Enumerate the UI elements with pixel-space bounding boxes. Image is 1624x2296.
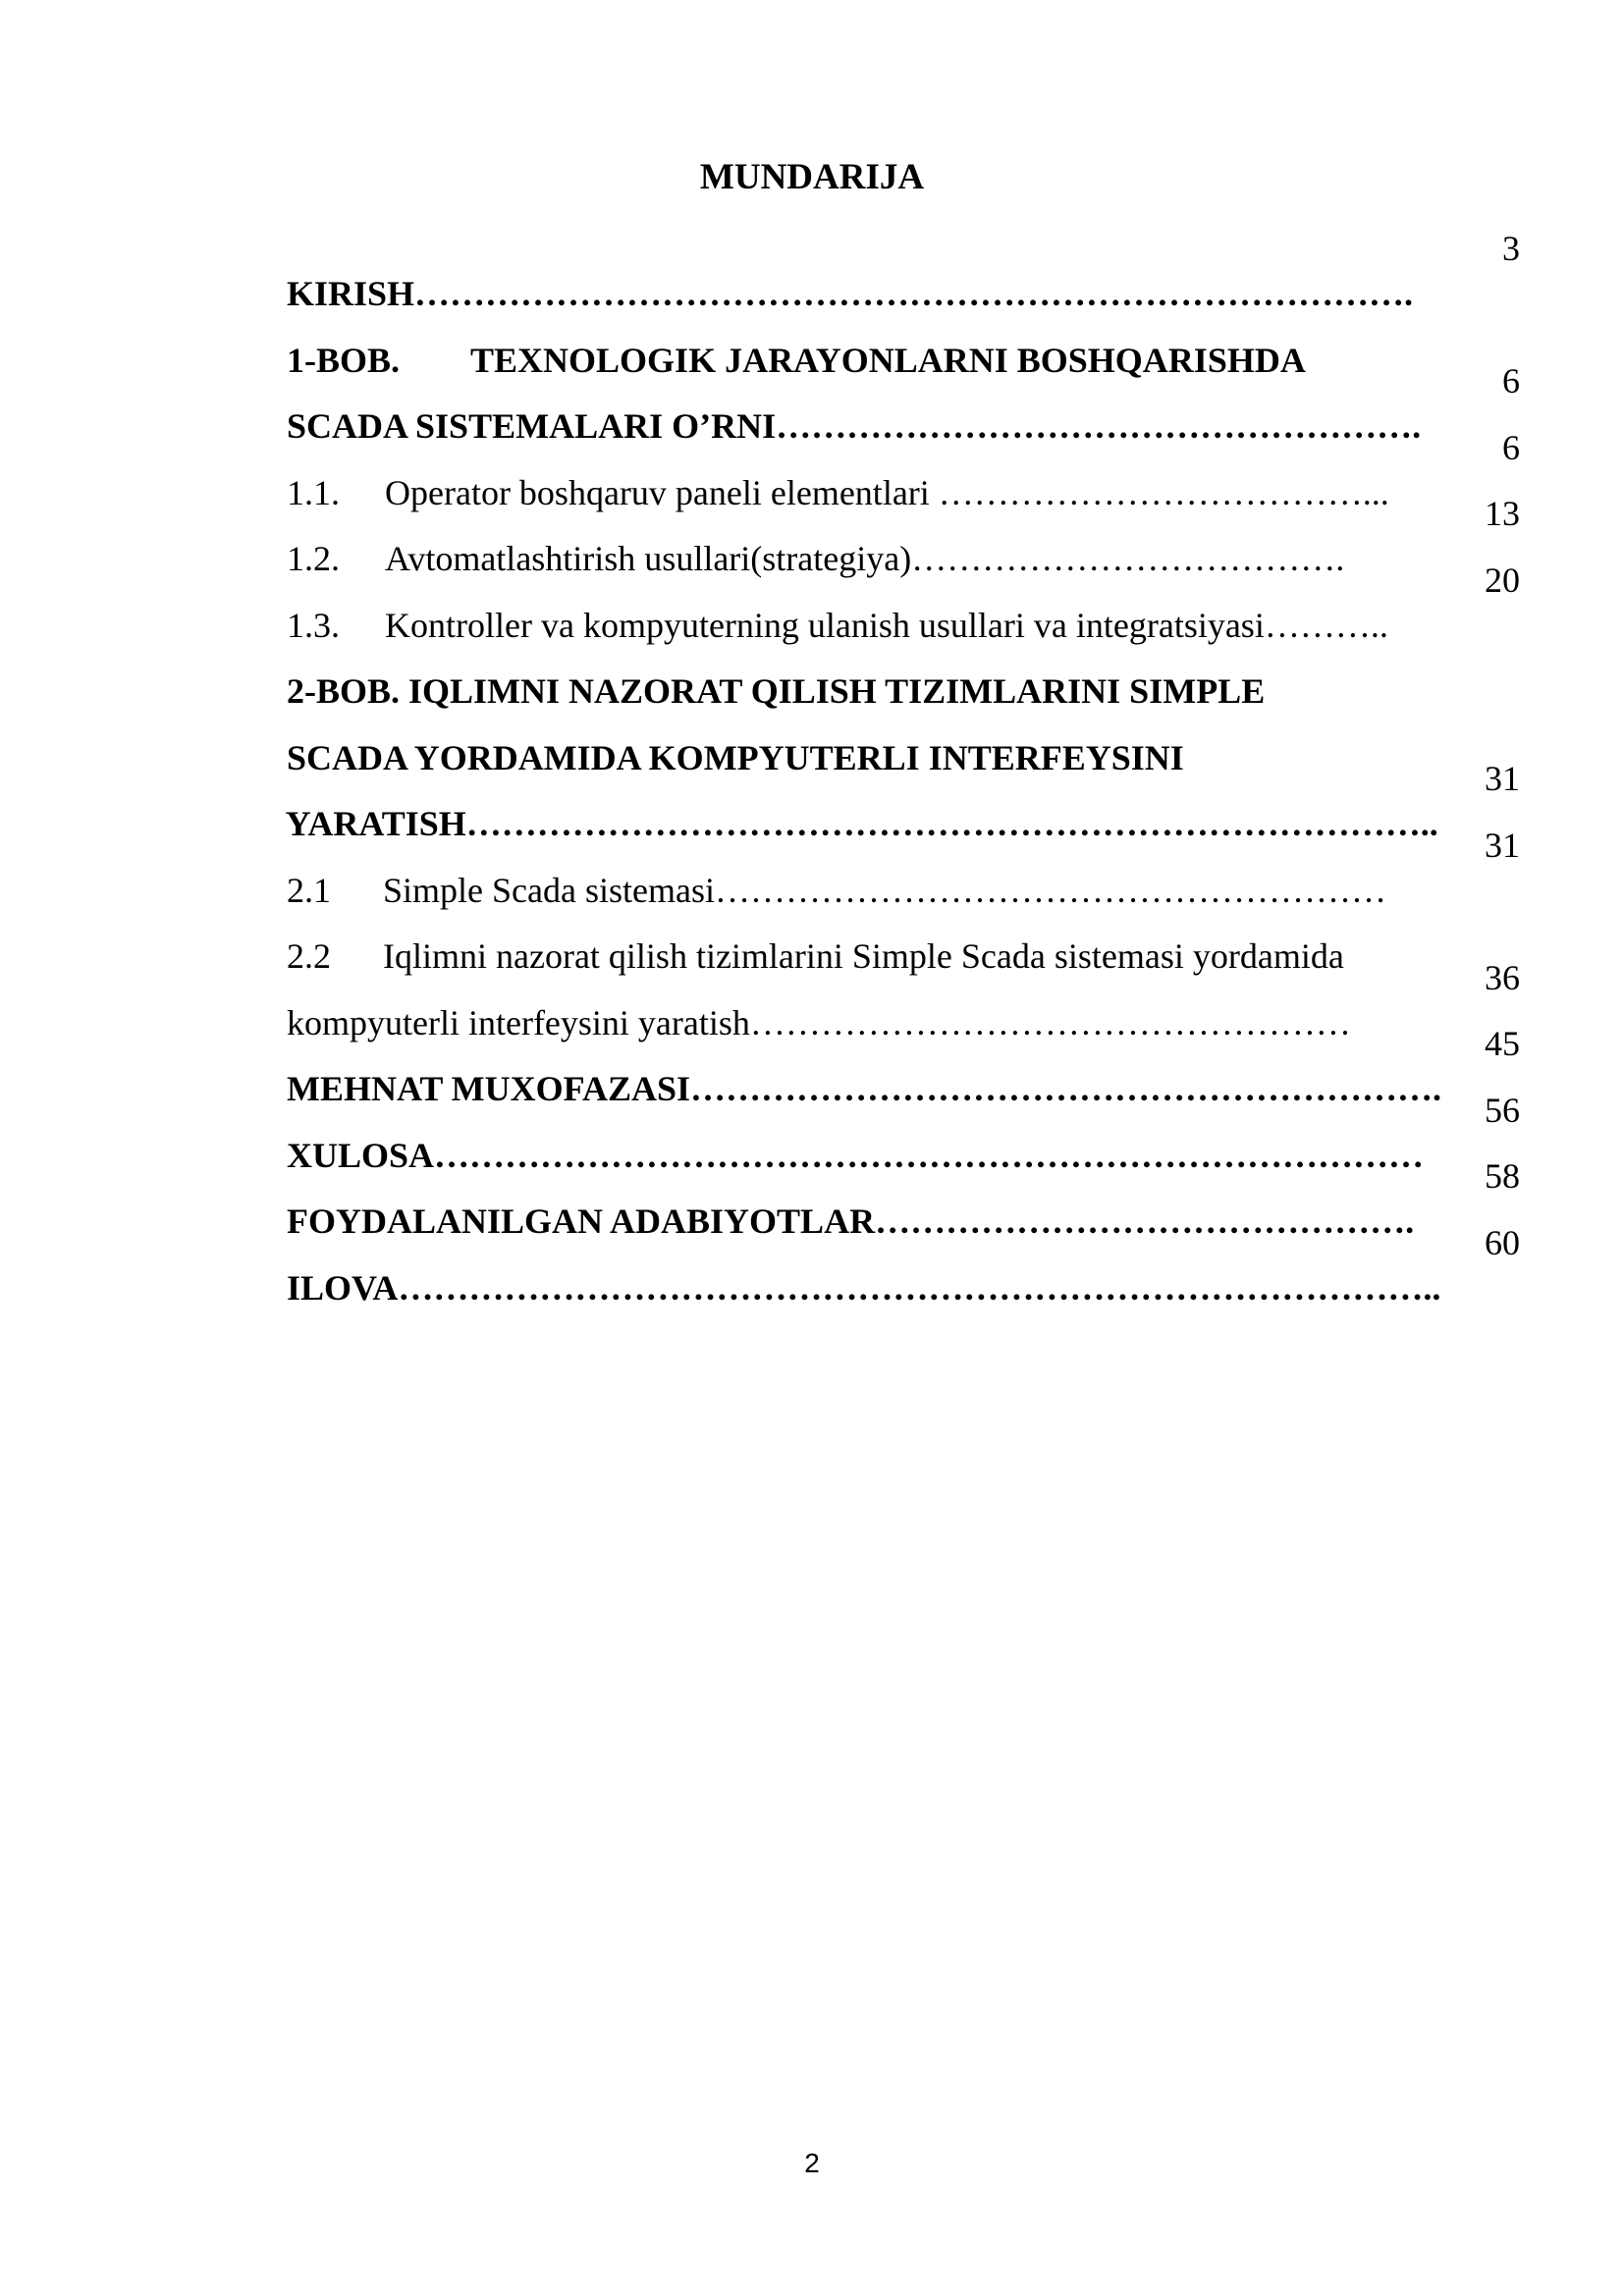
toc-entry-2-2[interactable] (234, 883, 1510, 976)
toc-entry-2-2-cont[interactable] (234, 950, 1520, 1042)
toc-entry-prefix: 2.2 (287, 936, 331, 976)
toc-entry-text: SCADA SISTEMALARI O’RNI………………………………………………. (287, 406, 1422, 446)
toc-entry-chapter-2-end[interactable] (234, 751, 1520, 843)
toc-entry-page: 36 (1485, 957, 1520, 997)
toc-entry-text: KIRISH…………………………………………………………………………. (287, 274, 1414, 313)
toc-entry-text: ILOVA…………………………………………………………………………….. (287, 1267, 1441, 1308)
toc-entry-text: MEHNAT MUXOFAZASI………………………………………………………. (287, 1069, 1442, 1108)
toc-entry-text: Iqlimni nazorat qilish tizimlarini Simple Scada sistemasi yordamida (383, 936, 1344, 976)
toc-entry-chapter-1-cont[interactable] (234, 353, 1520, 446)
toc-entry-page: 31 (1485, 825, 1520, 865)
toc-entry-prefix: 1-BOB. (287, 340, 401, 380)
toc-entry-text: TEXNOLOGIK JARAYONLARNI BOSHQARISHDA (470, 340, 1306, 380)
toc-entry-page: 6 (1502, 361, 1520, 400)
toc-entry-2-1[interactable] (234, 818, 1520, 910)
toc-entry-text: Simple Scada sistemasi………………………………………………… (383, 870, 1386, 910)
toc-entry-text: Kontroller va kompyuterning ulanish usullari va integratsiyasi……….. (385, 605, 1388, 645)
toc-entry-kirish[interactable] (234, 221, 1520, 313)
table-of-contents (234, 221, 1520, 1308)
toc-entry-chapter-2-cont[interactable] (234, 685, 1510, 777)
toc-entry-adabiyotlar[interactable] (234, 1148, 1520, 1241)
toc-entry-xulosa[interactable] (234, 1083, 1520, 1175)
toc-entry-page: 60 (1485, 1222, 1520, 1262)
toc-entry-text: Avtomatlashtirish usullari(strategiya)………………………………. (385, 539, 1345, 578)
toc-entry-text: kompyuterli interfeysini yaratish…………………………………………… (287, 1002, 1351, 1042)
toc-entry-text: 2-BOB. IQLIMNI NAZORAT QILISH TIZIMLARINI SIMPLE (287, 671, 1266, 711)
toc-entry-text: Operator boshqaruv paneli elementlari ………………………………... (385, 472, 1389, 512)
toc-entry-prefix: 2.1 (287, 870, 331, 910)
toc-entry-prefix: 1.1. (287, 472, 340, 512)
toc-entry-page: 3 (1502, 229, 1520, 268)
page-number: 2 (804, 2148, 820, 2178)
toc-entry-page: 13 (1485, 494, 1520, 533)
toc-entry-page: 56 (1485, 1090, 1520, 1130)
toc-entry-mehnat[interactable] (234, 1016, 1520, 1108)
toc-entry-page: 20 (1485, 560, 1520, 600)
toc-entry-chapter-2[interactable] (234, 618, 1510, 711)
toc-entry-page: 58 (1485, 1156, 1520, 1196)
toc-entry-1-3[interactable] (234, 553, 1520, 645)
toc-title: MUNDARIJA (699, 157, 925, 197)
toc-entry-page: 45 (1485, 1024, 1520, 1063)
toc-entry-chapter-1[interactable] (234, 288, 1510, 380)
toc-entry-text: YARATISH……………………………………………………………………….. (285, 804, 1438, 843)
toc-entry-text: SCADA YORDAMIDA KOMPYUTERLI INTERFEYSINI (287, 737, 1184, 777)
toc-entry-page: 6 (1502, 427, 1520, 467)
toc-entry-text: FOYDALANILGAN ADABIYOTLAR………………………………………. (287, 1201, 1415, 1241)
toc-entry-ilova[interactable] (234, 1215, 1520, 1308)
toc-entry-1-2[interactable] (234, 486, 1520, 578)
toc-entry-prefix: 1.2. (287, 539, 340, 578)
toc-entry-prefix: 1.3. (287, 605, 340, 645)
toc-entry-text: XULOSA………………………………………………………………………… (287, 1135, 1425, 1175)
toc-entry-page: 31 (1485, 759, 1520, 798)
toc-entry-1-1[interactable] (234, 420, 1520, 512)
